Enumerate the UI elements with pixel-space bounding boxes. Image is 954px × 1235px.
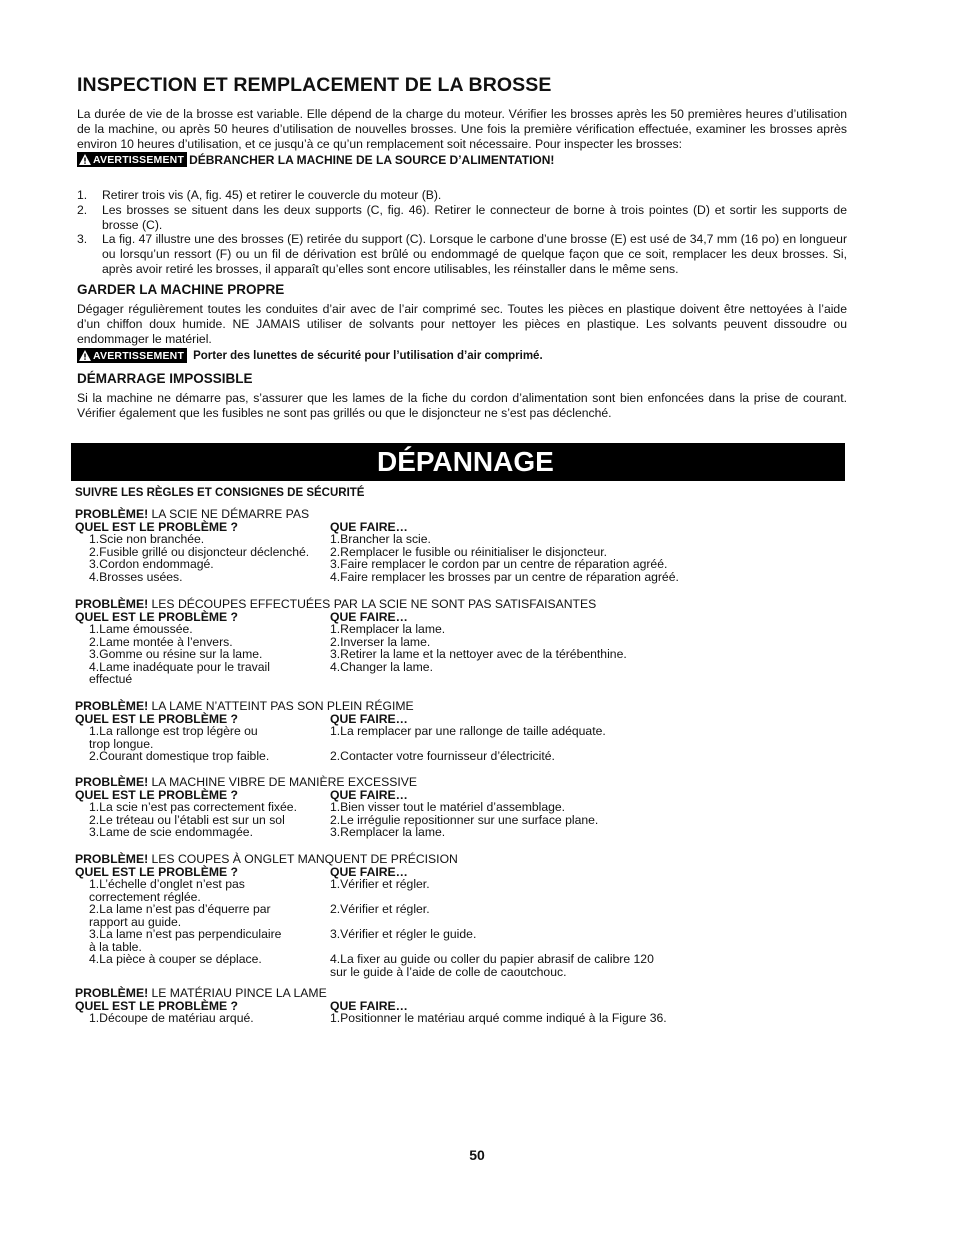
- problem-cell: 1.Découpe de matériau arqué.: [89, 1011, 254, 1025]
- step-number: 2.: [77, 202, 88, 217]
- problem-title: [75, 700, 835, 713]
- step-item: [77, 203, 847, 233]
- fix-cell: 4.Faire remplacer les brosses par un centre de réparation agréé.: [330, 569, 679, 584]
- col-problem-header: QUEL EST LE PROBLÈME ?: [75, 864, 238, 879]
- table-row: [75, 558, 835, 571]
- fix-cell: 1.Positionner le matériau arqué comme indiqué à la Figure 36.: [330, 1011, 667, 1025]
- step-text: Les brosses se situent dans les deux supports (C, fig. 46). Retirer le connecteur de borne à trois pointes (D) et sortir les supports de brosse (C).: [102, 202, 847, 232]
- col-fix-header: QUE FAIRE…: [330, 519, 408, 534]
- fix-cell: [330, 673, 835, 686]
- problem-label: PROBLÈME!: [75, 699, 149, 713]
- problem-cell: correctement réglée.: [89, 889, 201, 904]
- table-row: [75, 928, 835, 941]
- fix-cell: 3.Vérifier et régler le guide.: [330, 927, 477, 941]
- table-row: [75, 801, 835, 814]
- problem-cell: 2.La lame n’est pas d’équerre par: [89, 902, 271, 916]
- problem-label: PROBLÈME!: [75, 852, 149, 866]
- fix-cell: 4.Changer la lame.: [330, 659, 433, 674]
- col-problem-header: QUEL EST LE PROBLÈME ?: [75, 787, 238, 802]
- problem-title: [75, 598, 835, 611]
- problem-cell: 2.Courant domestique trop faible.: [89, 749, 270, 763]
- warning-triangle-icon: [79, 350, 91, 361]
- problem-title: [75, 776, 835, 789]
- fix-cell: 2.Le irrégulie repositionner sur une surface plane.: [330, 812, 599, 827]
- fix-cell: 1.Bien visser tout le matériel d’assemblage.: [330, 800, 566, 814]
- warning-row-1: [77, 152, 554, 167]
- fix-cell: sur le guide à l’aide de colle de caoutchouc.: [330, 964, 567, 979]
- problem-cell: trop longue.: [89, 736, 154, 751]
- problem-text: LES DÉCOUPES EFFECTUÉES PAR LA SCIE NE SONT PAS SATISFAISANTES: [151, 597, 597, 611]
- table-row: [75, 1012, 835, 1025]
- warning-label: AVERTISSEMENT: [93, 349, 185, 362]
- col-fix-header: QUE FAIRE…: [330, 864, 408, 879]
- problem-cell: 1.L’échelle d’onglet n’est pas: [89, 877, 245, 891]
- col-problem-header: QUEL EST LE PROBLÈME ?: [75, 711, 238, 726]
- problem-title: [75, 508, 835, 521]
- clean-title: GARDER LA MACHINE PROPRE: [77, 282, 285, 297]
- table-row: [75, 750, 835, 763]
- problem-cell: 2.Le tréteau ou l’établi est sur un sol: [89, 812, 285, 827]
- warning-row-2: [77, 348, 543, 363]
- problem-block: [75, 853, 835, 978]
- problem-cell: 4.La pièce à couper se déplace.: [89, 952, 262, 966]
- problem-cell: 1.Scie non branchée.: [89, 532, 205, 546]
- table-row: [75, 648, 835, 661]
- problem-cell: 3.Cordon endommagé.: [89, 557, 214, 571]
- safety-rules-note: SUIVRE LES RÈGLES ET CONSIGNES DE SÉCURITÉ: [75, 487, 365, 499]
- table-row: [75, 878, 835, 891]
- step-number: 1.: [77, 188, 88, 202]
- fix-cell: 2.Contacter votre fournisseur d’électricité.: [330, 749, 555, 763]
- step-item: [77, 232, 847, 276]
- problem-cell: 2.Lame montée à l’envers.: [89, 634, 233, 649]
- problem-cell: [75, 966, 330, 979]
- table-row: [75, 966, 835, 979]
- problem-cell: effectué: [89, 672, 133, 686]
- problem-cell: 3.Lame de scie endommagée.: [89, 825, 253, 839]
- table-row: [75, 725, 835, 738]
- col-problem-header: QUEL EST LE PROBLÈME ?: [75, 998, 238, 1013]
- col-problem-header: QUEL EST LE PROBLÈME ?: [75, 519, 238, 534]
- problem-label: PROBLÈME!: [75, 507, 149, 521]
- warning-label: AVERTISSEMENT: [93, 153, 185, 166]
- fix-cell: 3.Retirer la lame et la nettoyer avec de la térébenthine.: [330, 647, 627, 661]
- nostart-title: DÉMARRAGE IMPOSSIBLE: [77, 371, 253, 386]
- fix-cell: 1.Vérifier et régler.: [330, 877, 430, 891]
- problem-cell: 4.Lame inadéquate pour le travail: [89, 659, 270, 674]
- warning-badge: [77, 152, 187, 167]
- table-row: [75, 661, 835, 674]
- step-text: La fig. 47 illustre une des brosses (E) retirée du support (C). Lorsque le carbone d’une brosse (E) est usé de 34,7 mm (16 po) en longueur ou lorsqu’un ressort (F) ou un fil de dérivation est brûlé ou endommagé de quelque façon que ce soit, remplacer les deux brosses. Si, après avoir retiré les brosses, il apparaît qu’elles sont encore utilisables, les réinstaller dans le même sens.: [102, 232, 847, 276]
- step-item: [77, 188, 847, 203]
- problem-block: [75, 598, 835, 686]
- problem-text: LA SCIE NE DÉMARRE PAS: [151, 507, 310, 521]
- problem-cell: 4.Brosses usées.: [89, 569, 183, 584]
- problem-cell: 3.Gomme ou résine sur la lame.: [89, 647, 263, 661]
- clean-paragraph: Dégager régulièrement toutes les conduites d’air avec de l’air comprimé sec. Toutes les pièces en plastique doivent être nettoyées à l’aide d’un chiffon doux humide. NE JAMAIS utiliser de solvants pour nettoyer les pièces en plastique. Les solvants peuvent dissoudre ou endommager le matériel.: [77, 302, 847, 346]
- step-number: 3.: [77, 232, 88, 247]
- steps-list: [77, 188, 847, 277]
- problem-label: PROBLÈME!: [75, 597, 149, 611]
- step-text: Retirer trois vis (A, fig. 45) et retirer le couvercle du moteur (B).: [102, 188, 442, 202]
- table-row: [75, 826, 835, 839]
- problem-block: [75, 508, 835, 583]
- problem-cell: 2.Fusible grillé ou disjoncteur déclenché.: [89, 544, 310, 559]
- warning-text: Porter des lunettes de sécurité pour l’utilisation d’air comprimé.: [193, 349, 543, 362]
- fix-cell: 3.Faire remplacer le cordon par un centre de réparation agréé.: [330, 557, 668, 571]
- table-row: [75, 571, 835, 584]
- nostart-paragraph: Si la machine ne démarre pas, s’assurer que les lames de la fiche du cordon d’alimentation sont bien enfoncées dans la prise de courant. Vérifier également que les fusibles ne sont pas grillés ou que le disjoncteur ne s’est pas déclenché.: [77, 391, 847, 420]
- problem-title: [75, 853, 835, 866]
- warning-triangle-icon: [79, 154, 91, 165]
- col-problem-header: QUEL EST LE PROBLÈME ?: [75, 609, 238, 624]
- problem-text: LA LAME N’ATTEINT PAS SON PLEIN RÉGIME: [151, 699, 414, 713]
- fix-cell: 1.Brancher la scie.: [330, 532, 431, 546]
- table-row: [75, 623, 835, 636]
- problem-text: LA MACHINE VIBRE DE MANIÈRE EXCESSIVE: [151, 775, 418, 789]
- col-fix-header: QUE FAIRE…: [330, 787, 408, 802]
- depannage-banner: [71, 443, 845, 481]
- fix-cell: 2.Inverser la lame.: [330, 634, 431, 649]
- problem-cell: 1.La rallonge est trop légère ou: [89, 724, 258, 738]
- warning-badge: [77, 348, 187, 363]
- banner-title: DÉPANNAGE: [377, 446, 554, 477]
- problem-text: LE MATÉRIAU PINCE LA LAME: [151, 986, 327, 1000]
- problem-label: PROBLÈME!: [75, 775, 149, 789]
- fix-cell: 1.La remplacer par une rallonge de taille adéquate.: [330, 724, 606, 738]
- warning-text: DÉBRANCHER LA MACHINE DE LA SOURCE D’ALIMENTATION!: [189, 152, 555, 167]
- table-row: [75, 953, 835, 966]
- fix-cell: 1.Remplacer la lame.: [330, 622, 446, 636]
- col-fix-header: QUE FAIRE…: [330, 998, 408, 1013]
- problem-label: PROBLÈME!: [75, 986, 149, 1000]
- problem-cell: rapport au guide.: [89, 914, 182, 929]
- fix-cell: 3.Remplacer la lame.: [330, 825, 446, 839]
- problem-title: [75, 987, 835, 1000]
- problem-block: [75, 987, 835, 1025]
- problem-text: LES COUPES À ONGLET MANQUENT DE PRÉCISION: [151, 852, 458, 866]
- problem-cell: 3.La lame n’est pas perpendiculaire: [89, 927, 282, 941]
- fix-cell: 2.Vérifier et régler.: [330, 902, 430, 916]
- intro-paragraph: La durée de vie de la brosse est variable. Elle dépend de la charge du moteur. Vérifier les brosses après les 50 premières heures d’utilisation de la machine, ou après 50 heures d’utilisation de nouvelles brosses. Une fois la première vérification effectuée, examiner les brosses après environ 10 heures d’utilisation, et ce jusqu’à ce qu’un remplacement soit nécessaire. Pour inspecter les brosses:: [77, 107, 847, 151]
- page-number: 50: [469, 1147, 485, 1163]
- problem-cell: 1.La scie n’est pas correctement fixée.: [89, 800, 297, 814]
- problem-cell: à la table.: [89, 939, 142, 954]
- table-row: [75, 903, 835, 916]
- fix-cell: 4.La fixer au guide ou coller du papier abrasif de calibre 120: [330, 952, 654, 966]
- table-row: [75, 533, 835, 546]
- table-row: [75, 673, 835, 686]
- problem-cell: 1.Lame émoussée.: [89, 622, 193, 636]
- col-fix-header: QUE FAIRE…: [330, 711, 408, 726]
- problem-block: [75, 776, 835, 839]
- fix-cell: 2.Remplacer le fusible ou réinitialiser le disjoncteur.: [330, 544, 608, 559]
- problem-block: [75, 700, 835, 763]
- section-title: INSPECTION ET REMPLACEMENT DE LA BROSSE: [77, 74, 552, 96]
- col-fix-header: QUE FAIRE…: [330, 609, 408, 624]
